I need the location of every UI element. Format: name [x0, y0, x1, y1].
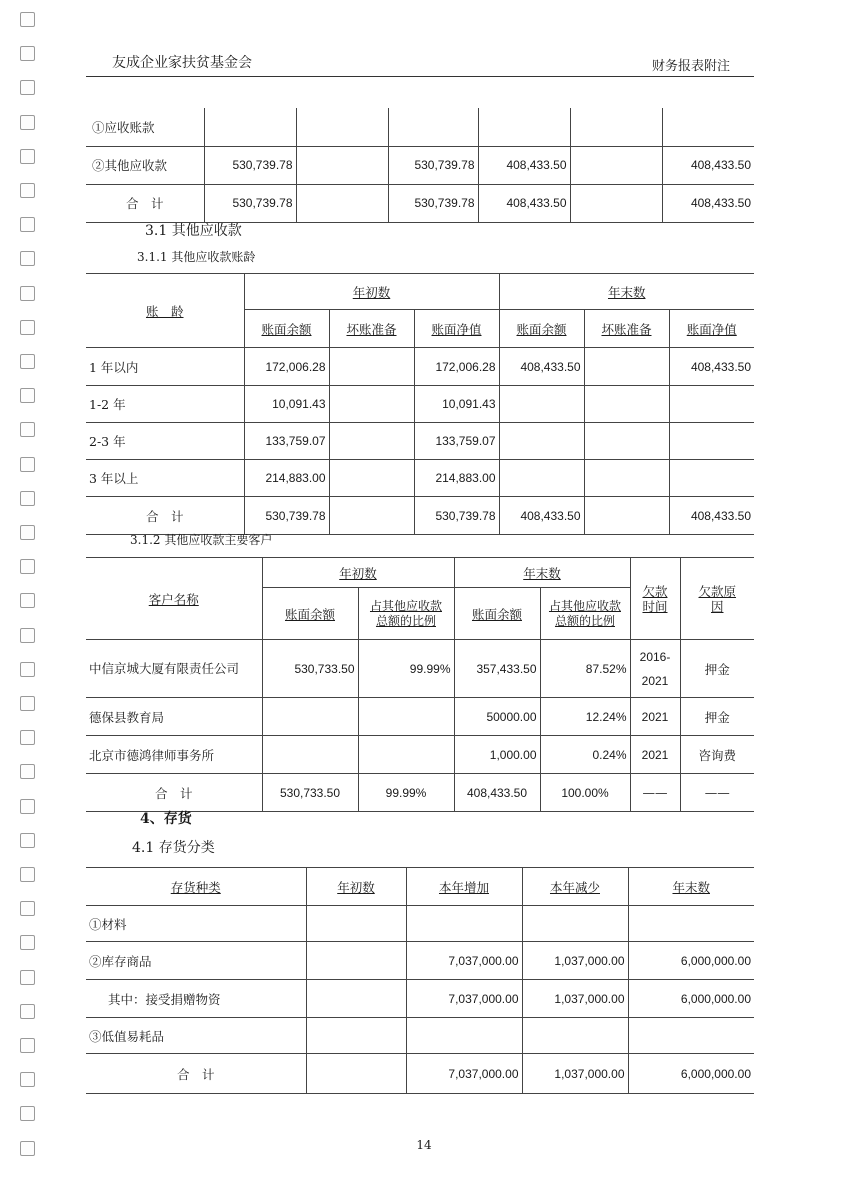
binder-hole [20, 1106, 35, 1121]
binder-hole [20, 457, 35, 472]
cell: 408,433.50 [499, 348, 584, 386]
binder-hole [20, 354, 35, 369]
cell [296, 184, 388, 222]
cell [522, 906, 628, 942]
binder-hole [20, 696, 35, 711]
header-section-name: 财务报表附注 [651, 59, 730, 74]
table-row [86, 698, 754, 736]
cell: 50000.00 [454, 698, 540, 736]
binder-hole [20, 115, 35, 130]
cell: 87.52% [540, 640, 630, 698]
col-header: 本年减少 [522, 868, 628, 906]
cell: 408,433.50 [662, 146, 754, 184]
row-label: 1-2 年 [86, 386, 244, 423]
cell: 7,037,000.00 [406, 942, 522, 980]
cell: 2021 [630, 736, 680, 774]
binder-hole [20, 1004, 35, 1019]
row-label: 1 年以内 [86, 348, 244, 386]
cell [584, 348, 669, 386]
table-row [86, 423, 754, 460]
binder-hole [20, 764, 35, 779]
table-row [86, 906, 754, 942]
section-title-3-1-2: 3.1.2 其他应收款主要客户 [130, 533, 273, 547]
cell [628, 906, 754, 942]
binder-hole [20, 12, 35, 27]
cell [358, 698, 454, 736]
cell: 408,433.50 [662, 184, 754, 222]
cell: 133,759.07 [244, 423, 329, 460]
binder-hole [20, 833, 35, 848]
table-row-total [86, 184, 754, 222]
cell: 6,000,000.00 [628, 1054, 754, 1094]
cell: 10,091.43 [414, 386, 499, 423]
binder-hole [20, 1038, 35, 1053]
row-label: 3 年以上 [86, 460, 244, 497]
cell [329, 460, 414, 497]
header-org-name: 友成企业家扶贫基金会 [112, 55, 252, 71]
cell: 7,037,000.00 [406, 980, 522, 1018]
cell [662, 108, 754, 146]
table-row [86, 460, 754, 497]
cell [262, 698, 358, 736]
cell [296, 146, 388, 184]
binder-hole [20, 901, 35, 916]
cell [570, 146, 662, 184]
cell: 99.99% [358, 640, 454, 698]
cell: 172,006.28 [414, 348, 499, 386]
sub-header: 账面余额 [499, 310, 584, 348]
clients-table [86, 557, 754, 812]
cell [406, 1018, 522, 1054]
cell: 99.99% [358, 774, 454, 812]
table-row [86, 146, 754, 184]
aging-table [86, 273, 754, 535]
binder-hole [20, 730, 35, 745]
table-row [86, 108, 754, 146]
cell [499, 386, 584, 423]
cell: 530,733.50 [262, 774, 358, 812]
col-header: 年末数 [628, 868, 754, 906]
row-label: ①材料 [86, 906, 306, 942]
row-label: ①应收账款 [86, 108, 204, 146]
cell [329, 423, 414, 460]
binder-hole [20, 935, 35, 950]
sub-header: 账面余额 [454, 588, 540, 640]
binder-hole [20, 388, 35, 403]
cell: 530,739.78 [204, 146, 296, 184]
table-row [86, 980, 754, 1018]
cell: 押金 [680, 640, 754, 698]
sub-header: 账面净值 [414, 310, 499, 348]
section-title-3-1-1: 3.1.1 其他应收款账龄 [137, 250, 256, 264]
header-divider [86, 76, 754, 77]
table-row-total [86, 774, 754, 812]
binder-hole [20, 251, 35, 266]
binder-hole [20, 320, 35, 335]
cell [584, 460, 669, 497]
cell [406, 906, 522, 942]
client-name: 德保县教育局 [86, 698, 262, 736]
cell [306, 1018, 406, 1054]
section-title-3-1: 3.1 其他应收款 [145, 223, 242, 239]
cell: 6,000,000.00 [628, 942, 754, 980]
row-label: ②库存商品 [86, 942, 306, 980]
binder-hole [20, 662, 35, 677]
receivables-table [86, 108, 754, 223]
sub-header: 坏账准备 [329, 310, 414, 348]
cell: 100.00% [540, 774, 630, 812]
cell [358, 736, 454, 774]
client-name: 合 计 [86, 774, 262, 812]
cell: 408,433.50 [669, 497, 754, 535]
inventory-table [86, 867, 754, 1094]
sub-header: 占其他应收款总额的比例 [540, 588, 630, 640]
cell: 1,037,000.00 [522, 942, 628, 980]
col-time-header: 欠款时间 [630, 558, 680, 640]
cell [669, 460, 754, 497]
cell: 357,433.50 [454, 640, 540, 698]
binder-hole [20, 183, 35, 198]
table-row [86, 348, 754, 386]
binder-hole [20, 1072, 35, 1087]
table-row [86, 1018, 754, 1054]
row-label: 合 计 [86, 184, 204, 222]
cell: —— [630, 774, 680, 812]
sub-header: 账面余额 [262, 588, 358, 640]
cell: 214,883.00 [414, 460, 499, 497]
cell: 530,739.78 [204, 184, 296, 222]
table-row [86, 386, 754, 423]
binder-hole [20, 46, 35, 61]
cell: 1,000.00 [454, 736, 540, 774]
binder-hole [20, 491, 35, 506]
cell: 172,006.28 [244, 348, 329, 386]
cell: 133,759.07 [414, 423, 499, 460]
binder-hole [20, 799, 35, 814]
cell [669, 386, 754, 423]
sub-header: 占其他应收款总额的比例 [358, 588, 454, 640]
cell [388, 108, 478, 146]
cell [584, 497, 669, 535]
sub-header: 坏账准备 [584, 310, 669, 348]
cell [329, 348, 414, 386]
binder-hole [20, 80, 35, 95]
cell [306, 906, 406, 942]
cell: 1,037,000.00 [522, 1054, 628, 1094]
binder-hole [20, 286, 35, 301]
cell [570, 108, 662, 146]
table-row [86, 640, 754, 698]
cell [522, 1018, 628, 1054]
cell: 咨询费 [680, 736, 754, 774]
sub-header: 账面净值 [669, 310, 754, 348]
binder-hole [20, 559, 35, 574]
col-reason-header: 欠款原因 [680, 558, 754, 640]
table-row [86, 736, 754, 774]
cell [262, 736, 358, 774]
cell: 530,739.78 [244, 497, 329, 535]
cell: 0.24% [540, 736, 630, 774]
col-end-header: 年末数 [499, 274, 754, 310]
binder-hole [20, 422, 35, 437]
cell [628, 1018, 754, 1054]
row-label: 合 计 [86, 1054, 306, 1094]
cell: 1,037,000.00 [522, 980, 628, 1018]
col-client-header: 客户名称 [86, 558, 262, 640]
binder-hole [20, 525, 35, 540]
row-label: 合 计 [86, 497, 244, 535]
col-header: 本年增加 [406, 868, 522, 906]
cell: 12.24% [540, 698, 630, 736]
binder-hole [20, 593, 35, 608]
cell: 10,091.43 [244, 386, 329, 423]
sub-header: 账面余额 [244, 310, 329, 348]
row-label: ③低值易耗品 [86, 1018, 306, 1054]
client-name: 中信京城大厦有限责任公司 [86, 640, 262, 698]
row-label: ②其他应收款 [86, 146, 204, 184]
col-aging-header: 账 龄 [86, 274, 244, 348]
col-begin-header: 年初数 [244, 274, 499, 310]
cell [329, 386, 414, 423]
cell: —— [680, 774, 754, 812]
row-label: 其中：接受捐赠物资 [86, 980, 306, 1018]
cell [204, 108, 296, 146]
cell: 530,733.50 [262, 640, 358, 698]
cell [669, 423, 754, 460]
cell [478, 108, 570, 146]
binding-edge [0, 0, 50, 1200]
section-title-4: 4、存货 [140, 811, 192, 827]
cell: 2016-2021 [630, 640, 680, 698]
table-row [86, 942, 754, 980]
binder-hole [20, 217, 35, 232]
binder-hole [20, 149, 35, 164]
cell: 408,433.50 [669, 348, 754, 386]
cell [584, 423, 669, 460]
cell: 530,739.78 [388, 146, 478, 184]
col-begin-header: 年初数 [262, 558, 454, 588]
cell: 2021 [630, 698, 680, 736]
binder-hole [20, 628, 35, 643]
cell: 7,037,000.00 [406, 1054, 522, 1094]
table-row-total [86, 1054, 754, 1094]
page-number: 14 [416, 1138, 432, 1152]
cell [584, 386, 669, 423]
col-header: 年初数 [306, 868, 406, 906]
cell: 530,739.78 [388, 184, 478, 222]
col-end-header: 年末数 [454, 558, 630, 588]
binder-hole [20, 867, 35, 882]
row-label: 2-3 年 [86, 423, 244, 460]
cell: 6,000,000.00 [628, 980, 754, 1018]
cell [306, 942, 406, 980]
cell: 530,739.78 [414, 497, 499, 535]
cell [499, 423, 584, 460]
cell: 408,433.50 [478, 184, 570, 222]
cell [296, 108, 388, 146]
cell: 押金 [680, 698, 754, 736]
client-name: 北京市德鸿律师事务所 [86, 736, 262, 774]
col-header: 存货种类 [86, 868, 306, 906]
cell [329, 497, 414, 535]
section-title-4-1: 4.1 存货分类 [132, 840, 215, 856]
cell [570, 184, 662, 222]
cell: 408,433.50 [478, 146, 570, 184]
table-row-total [86, 497, 754, 535]
cell: 408,433.50 [499, 497, 584, 535]
binder-hole [20, 970, 35, 985]
cell: 214,883.00 [244, 460, 329, 497]
cell [306, 980, 406, 1018]
cell [499, 460, 584, 497]
cell: 408,433.50 [454, 774, 540, 812]
cell [306, 1054, 406, 1094]
